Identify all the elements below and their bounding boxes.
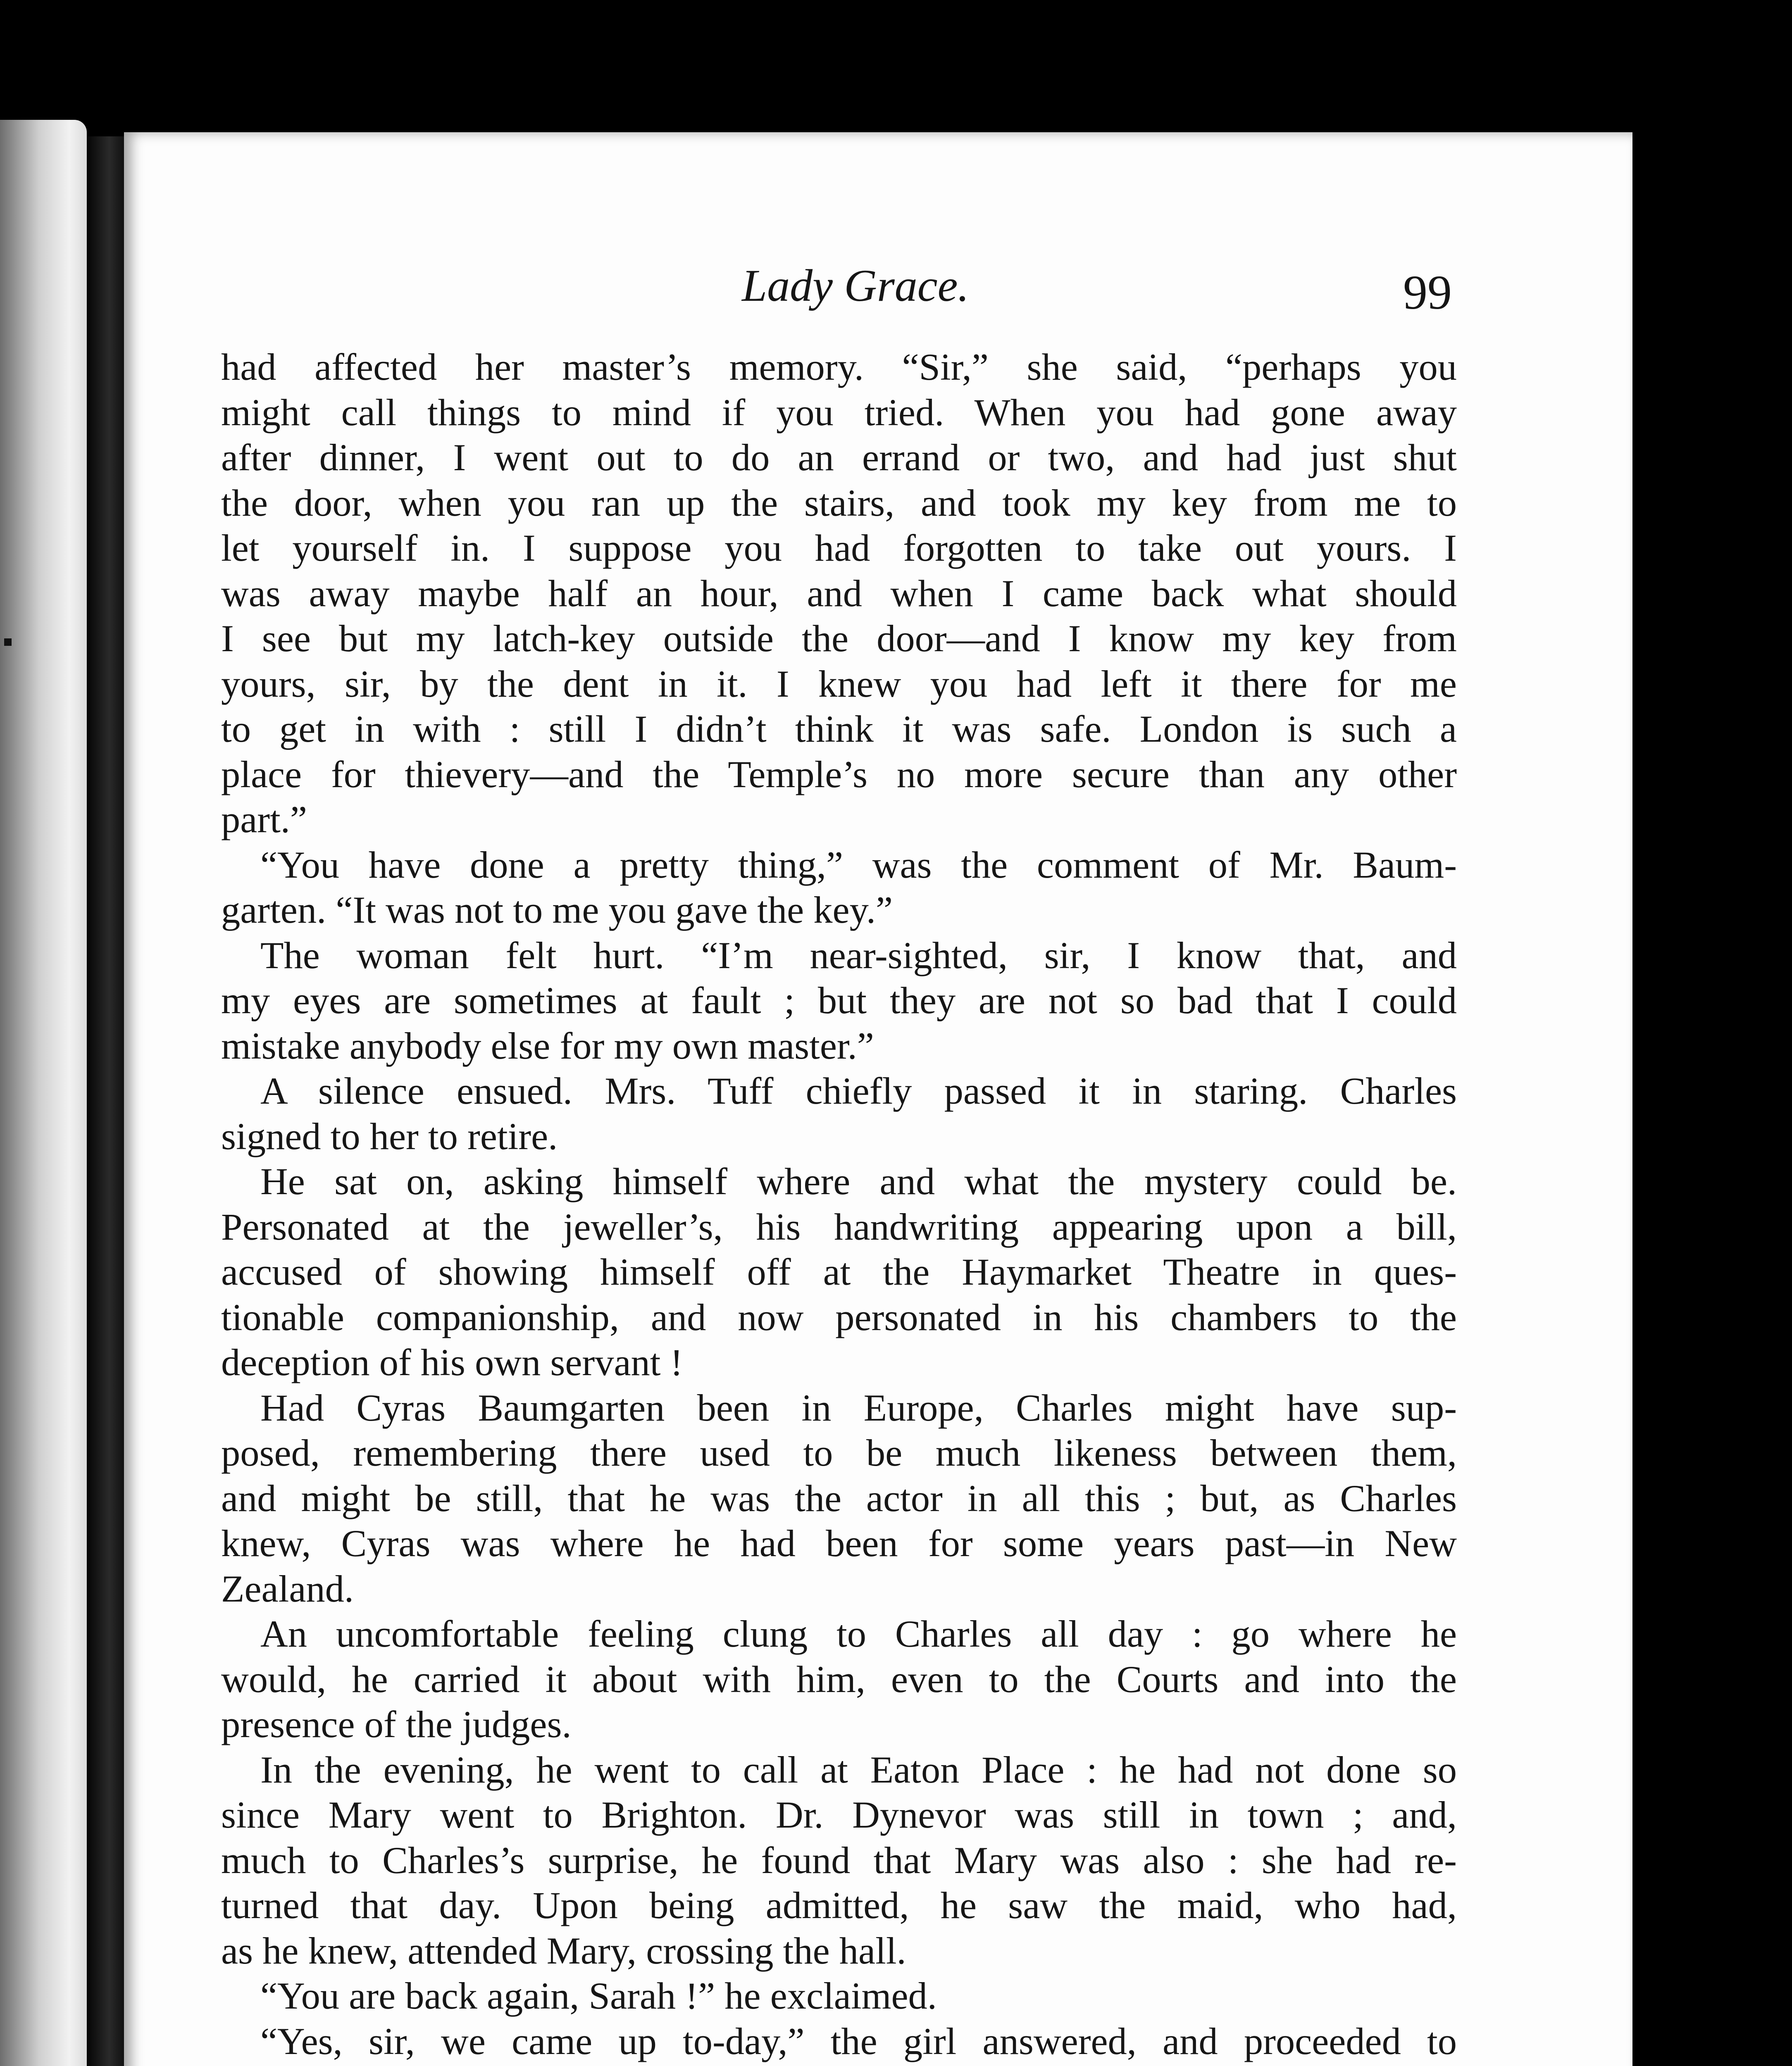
text-line: would, he carried it about with him, even to the Courts and into the <box>221 1658 1457 1701</box>
text-line: A silence ensued. Mrs. Tuff chiefly passed it in staring. Charles <box>260 1070 1457 1112</box>
text-line: garten. “It was not to me you gave the key.” <box>221 889 893 931</box>
text-line: Had Cyras Baumgarten been in Europe, Charles might have sup- <box>260 1387 1457 1429</box>
text-line: posed, remembering there used to be much likeness between them, <box>221 1432 1457 1474</box>
text-line <box>221 2064 1457 2066</box>
text-line: and might be still, that he was the actor in all this ; but, as Charles <box>221 1477 1457 1520</box>
text-line: tionable companionship, and now personated in his chambers to the <box>221 1296 1457 1339</box>
page-number: 99 <box>1403 265 1452 319</box>
text-line: turned that day. Upon being admitted, he saw the maid, who had, <box>221 1885 1457 1927</box>
text-line: knew, Cyras was where he had been for some years past—in New <box>221 1523 1457 1565</box>
text-line: Zealand. <box>221 1568 354 1610</box>
running-head: Lady Grace. <box>742 260 969 311</box>
text-line: In the evening, he went to call at Eaton Place : he had not done so <box>260 1749 1457 1791</box>
text-line: the door, when you ran up the stairs, and took my key from me to <box>221 482 1457 524</box>
body-text <box>221 345 1457 2066</box>
book-gutter <box>87 136 124 2066</box>
text-line: place for thievery—and the Temple’s no more secure than any other <box>221 753 1457 796</box>
text-line: Personated at the jeweller’s, his handwriting appearing upon a bill, <box>221 1206 1457 1248</box>
text-line: “You are back again, Sarah !” he exclaimed. <box>260 1975 937 2017</box>
text-line: might call things to mind if you tried. When you had gone away <box>221 391 1457 434</box>
margin-mark <box>4 638 12 646</box>
text-line: “Yes, sir, we came up to-day,” the girl answered, and proceeded to <box>260 2020 1457 2063</box>
text-line: He sat on, asking himself where and what the mystery could be. <box>260 1161 1457 1203</box>
text-line: was away maybe half an hour, and when I came back what should <box>221 572 1457 615</box>
page-header <box>124 252 1632 319</box>
text-line: accused of showing himself off at the Haymarket Theatre in ques- <box>221 1251 1457 1293</box>
text-line: let yourself in. I suppose you had forgotten to take out yours. I <box>221 527 1457 569</box>
text-line: “You have done a pretty thing,” was the comment of Mr. Baum- <box>260 844 1457 886</box>
text-line: signed to her to retire. <box>221 1115 558 1158</box>
text-line: to get in with : still I didn’t think it was safe. London is such a <box>221 708 1457 750</box>
text-line: presence of the judges. <box>221 1704 572 1746</box>
text-line: mistake anybody else for my own master.” <box>221 1025 874 1067</box>
book-page <box>124 132 1632 2066</box>
text-line: as he knew, attended Mary, crossing the hall. <box>221 1930 906 1972</box>
facing-page-edge <box>0 120 87 2066</box>
text-line: had affected her master’s memory. “Sir,” she said, “perhaps you <box>221 346 1457 388</box>
text-line: yours, sir, by the dent in it. I knew you had left it there for me <box>221 663 1457 705</box>
text-line: An uncomfortable feeling clung to Charles all day : go where he <box>260 1613 1457 1655</box>
text-line: much to Charles’s surprise, he found that Mary was also : she had re- <box>221 1839 1457 1882</box>
text-line: after dinner, I went out to do an errand or two, and had just shut <box>221 437 1457 479</box>
text-line: since Mary went to Brighton. Dr. Dynevor was still in town ; and, <box>221 1794 1457 1836</box>
text-line: The woman felt hurt. “I’m near-sighted, sir, I know that, and <box>260 934 1457 977</box>
text-line: deception of his own servant ! <box>221 1342 683 1384</box>
text-line: my eyes are sometimes at fault ; but they are not so bad that I could <box>221 980 1457 1022</box>
text-line: I see but my latch-key outside the door—and I know my key from <box>221 618 1457 660</box>
text-line: part.” <box>221 799 307 841</box>
